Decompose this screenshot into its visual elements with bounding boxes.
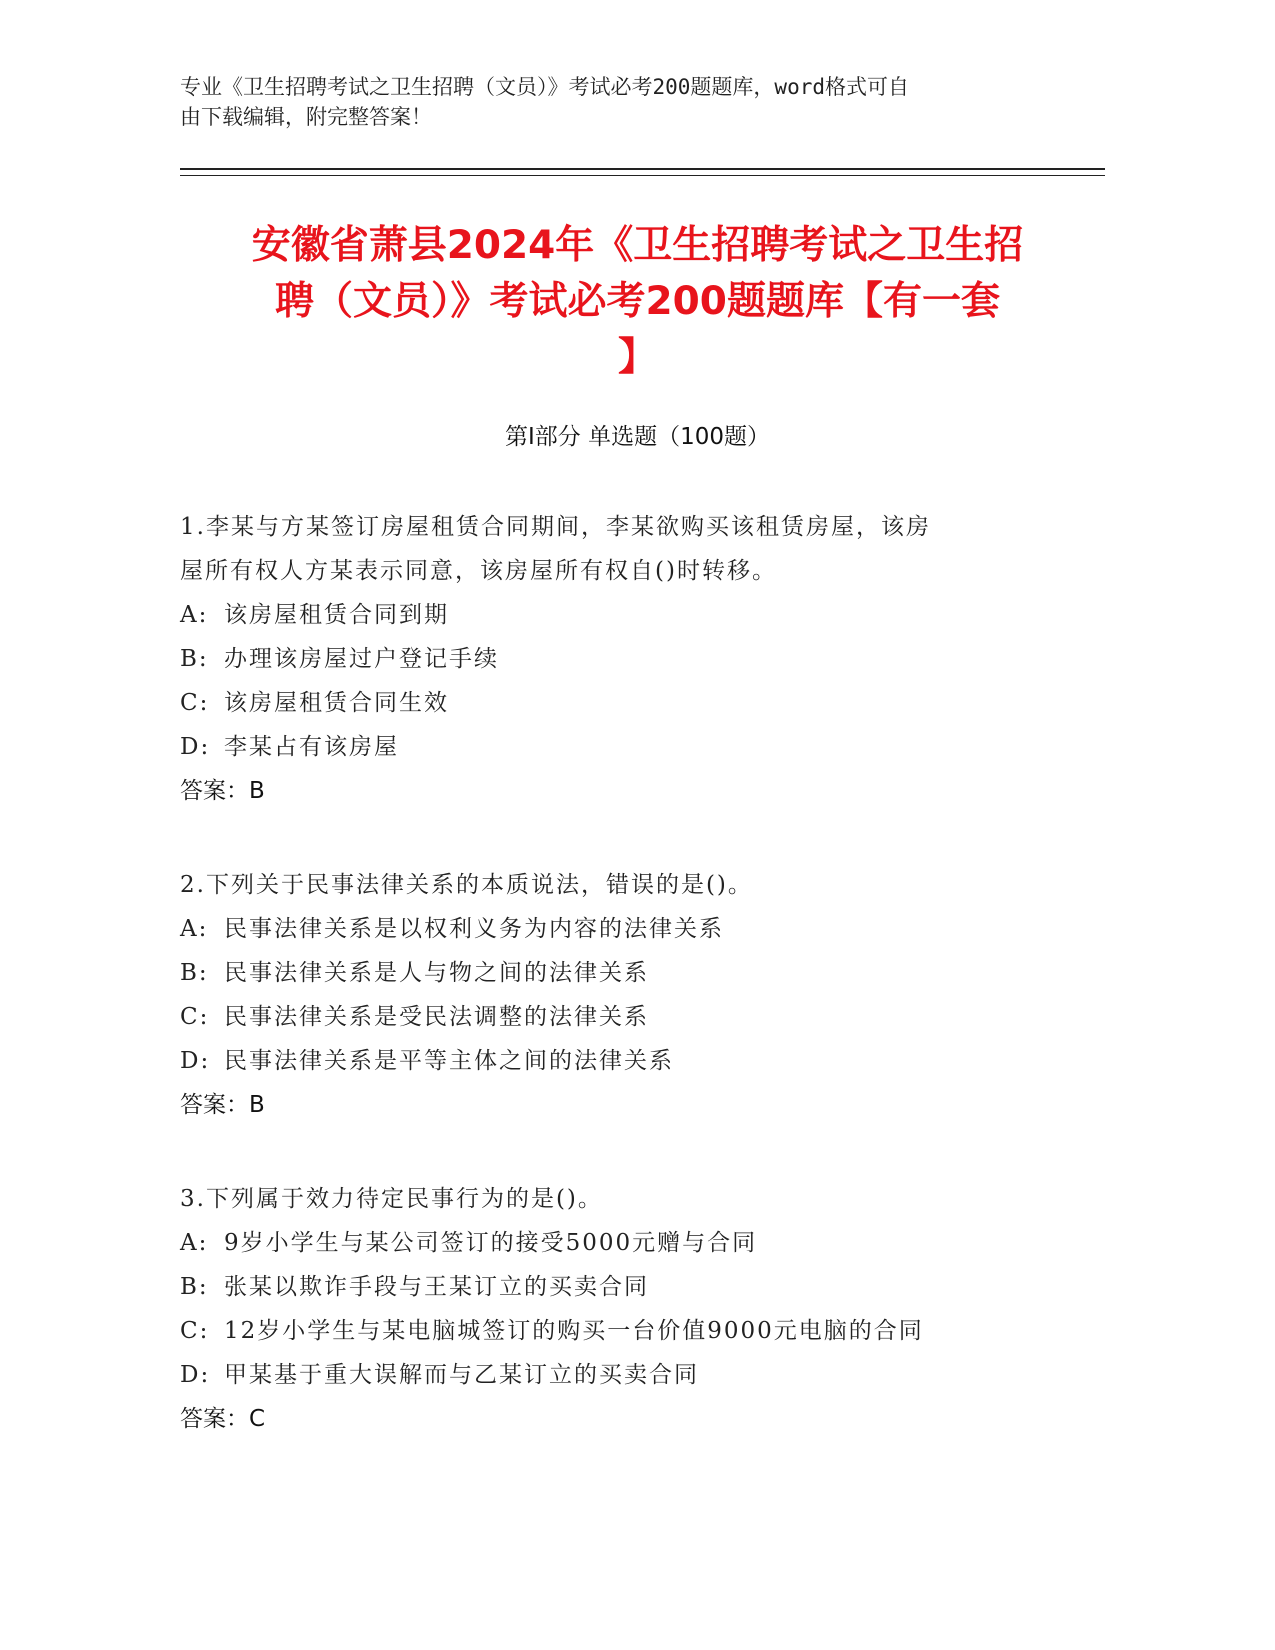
intro-line-1: 专业《卫生招聘考试之卫生招聘（文员）》考试必考200题题库，word格式可自 [180,75,909,99]
option-letter: D: [180,1048,211,1074]
intro-line-2: 由下载编辑，附完整答案！ [180,105,432,129]
option-letter: B: [180,960,209,986]
option-letter: D: [180,734,211,760]
option-a [180,593,1060,637]
title-line-2: 聘（文员）》考试必考200题题库【有一套 [275,279,1000,324]
option-text: 民事法律关系是平等主体之间的法律关系 [224,1048,674,1074]
header-divider-thick [180,168,1105,170]
option-text: 该房屋租赁合同到期 [224,602,449,628]
answer-line: 答案：B [180,1092,265,1118]
option-letter: D: [180,1362,211,1388]
option-text: 民事法律关系是以权利义务为内容的法律关系 [224,916,724,942]
question-stem-line: 屋所有权人方某表示同意，该房屋所有权自()时转移。 [180,558,777,584]
section-heading: 第I部分 单选题（100题） [505,424,770,450]
option-a [180,1221,1060,1265]
option-b [180,1265,1060,1309]
option-letter: C: [180,1004,210,1030]
option-text: 9岁小学生与某公司签订的接受5000元赠与合同 [224,1230,758,1256]
question-list [180,505,1060,1491]
option-a [180,907,1060,951]
option-d [180,1039,1060,1083]
question-stem-line: 2.下列关于民事法律关系的本质说法，错误的是()。 [180,872,753,898]
option-letter: A: [180,916,209,942]
option-text: 民事法律关系是受民法调整的法律关系 [224,1004,649,1030]
option-text: 李某占有该房屋 [224,734,399,760]
option-text: 张某以欺诈手段与王某订立的买卖合同 [224,1274,649,1300]
title-line-3: 】 [617,335,657,380]
option-text: 办理该房屋过户登记手续 [224,646,499,672]
intro-paragraph [180,72,1040,132]
answer-line: 答案：C [180,1406,266,1432]
option-letter: B: [180,646,209,672]
option-b [180,951,1060,995]
question-1 [180,505,1060,813]
option-text: 该房屋租赁合同生效 [224,690,449,716]
option-letter: C: [180,690,210,716]
option-letter: B: [180,1274,209,1300]
document-title [150,218,1125,386]
header-divider-thin [180,175,1105,176]
option-d [180,1353,1060,1397]
title-line-1: 安徽省萧县2024年《卫生招聘考试之卫生招 [251,223,1024,268]
option-text: 民事法律关系是人与物之间的法律关系 [224,960,649,986]
question-stem-line: 1.李某与方某签订房屋租赁合同期间，李某欲购买该租赁房屋，该房 [180,514,931,540]
option-text: 12岁小学生与某电脑城签订的购买一台价值9000元电脑的合同 [224,1318,924,1344]
question-3 [180,1177,1060,1441]
option-c [180,681,1060,725]
option-d [180,725,1060,769]
option-text: 甲某基于重大误解而与乙某订立的买卖合同 [224,1362,699,1388]
question-stem-line: 3.下列属于效力待定民事行为的是()。 [180,1186,603,1212]
option-c [180,995,1060,1039]
question-2 [180,863,1060,1127]
option-letter: A: [180,602,209,628]
option-c [180,1309,1060,1353]
option-b [180,637,1060,681]
option-letter: C: [180,1318,210,1344]
answer-line: 答案：B [180,778,265,804]
option-letter: A: [180,1230,209,1256]
